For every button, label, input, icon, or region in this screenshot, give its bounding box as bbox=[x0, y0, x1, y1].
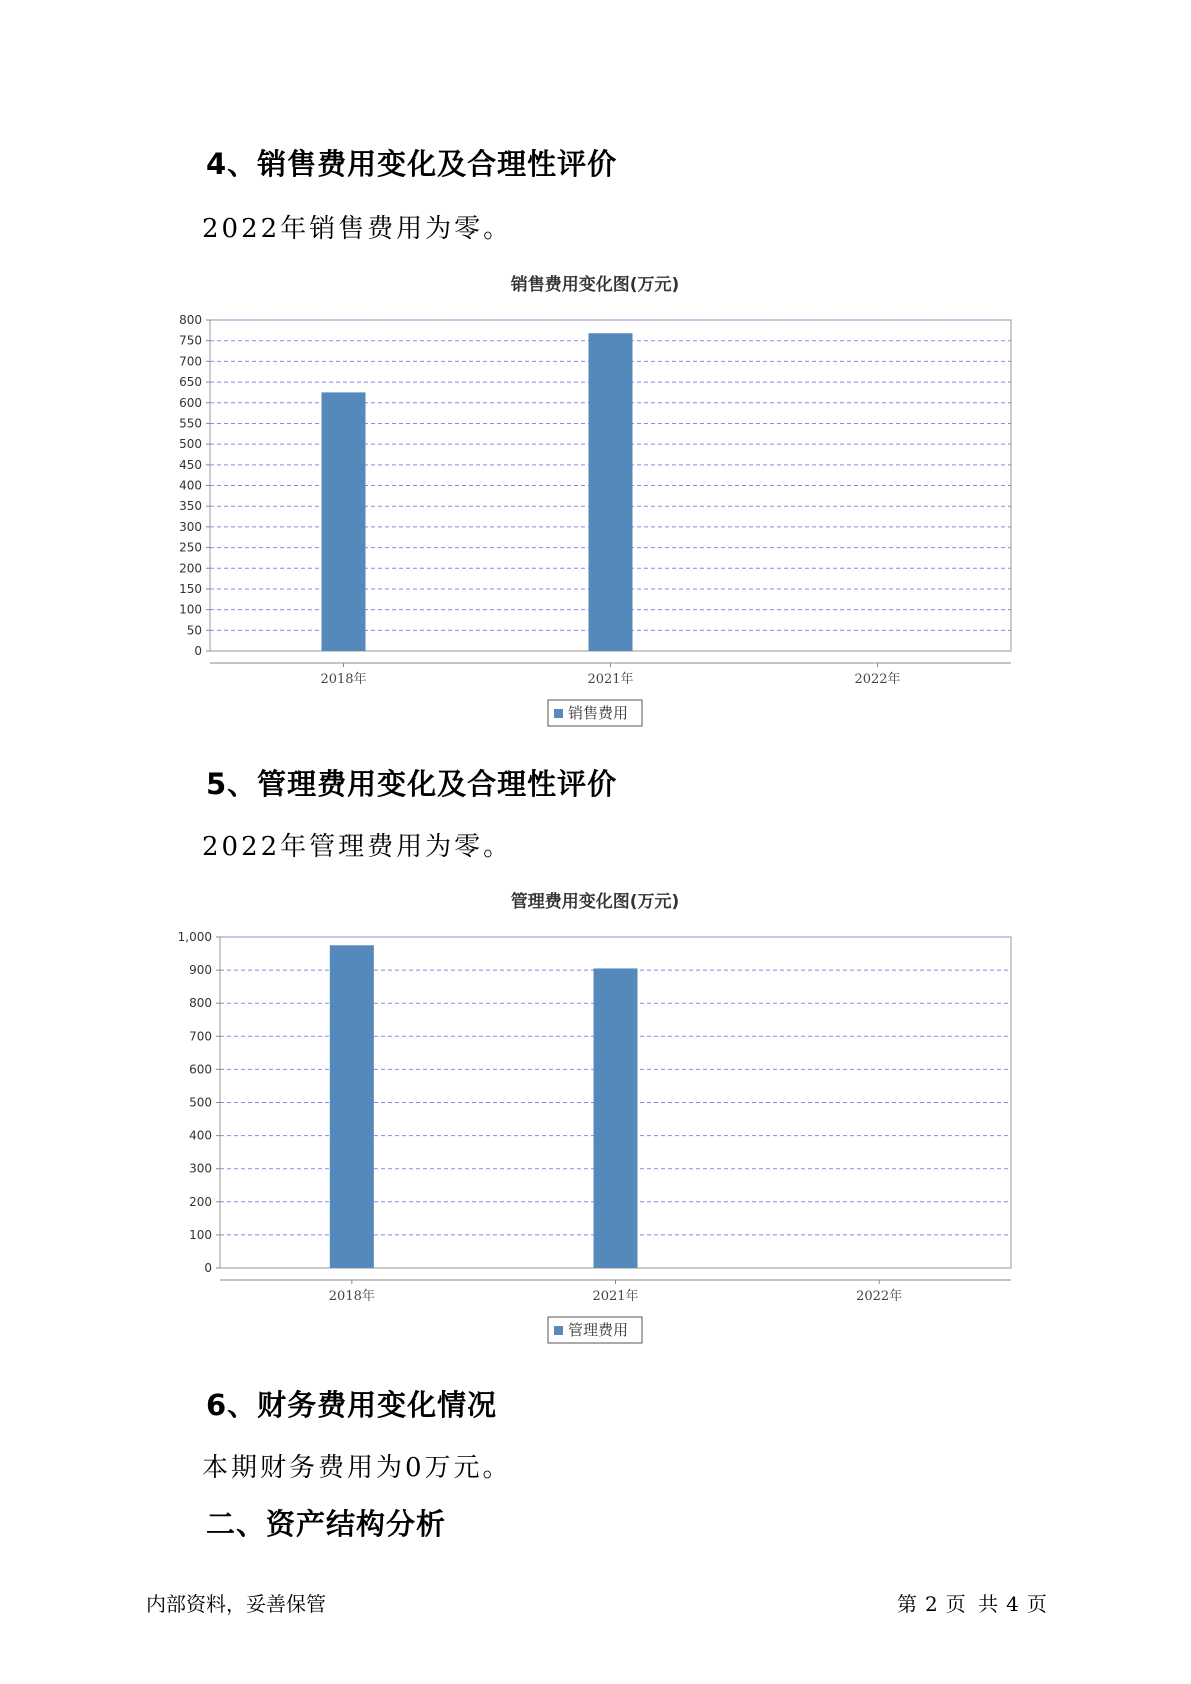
y-tick-label: 250 bbox=[179, 540, 202, 555]
section-heading-asset-structure: 二、资产结构分析 bbox=[206, 1507, 447, 1541]
legend-swatch bbox=[554, 709, 563, 718]
admin-expense-chart bbox=[0, 887, 1191, 1347]
chart-title: 销售费用变化图(万元) bbox=[510, 275, 680, 295]
y-tick-label: 650 bbox=[179, 375, 202, 390]
y-tick-label: 400 bbox=[189, 1128, 212, 1143]
y-tick-label: 300 bbox=[189, 1161, 212, 1176]
page-current: 2 bbox=[925, 1592, 938, 1616]
sales-expense-chart-svg bbox=[0, 270, 1191, 730]
y-tick-label: 550 bbox=[179, 416, 202, 431]
legend-label: 销售费用 bbox=[568, 704, 629, 722]
finance-expense-text: 本期财务费用为0万元。 bbox=[202, 1453, 512, 1483]
chart-title: 管理费用变化图(万元) bbox=[510, 892, 680, 912]
x-tick-label: 2022年 bbox=[854, 672, 901, 687]
bar bbox=[594, 968, 638, 1268]
y-tick-label: 0 bbox=[194, 644, 202, 658]
footer-page-number bbox=[897, 1588, 1055, 1617]
y-tick-label: 600 bbox=[189, 1062, 212, 1077]
y-tick-label: 100 bbox=[189, 1227, 212, 1242]
bar bbox=[589, 333, 633, 651]
page-suffix: 页 bbox=[1026, 1592, 1047, 1616]
y-tick-label: 600 bbox=[179, 395, 202, 410]
x-tick-label: 2021年 bbox=[587, 672, 634, 687]
section-heading-finance-expense: 6、财务费用变化情况 bbox=[206, 1388, 498, 1422]
y-tick-label: 50 bbox=[186, 623, 202, 638]
bar bbox=[330, 945, 374, 1268]
admin-expense-chart-svg bbox=[0, 887, 1191, 1347]
y-tick-label: 700 bbox=[189, 1029, 212, 1044]
bar bbox=[322, 392, 366, 651]
y-tick-label: 100 bbox=[179, 602, 202, 617]
legend-label: 管理费用 bbox=[568, 1321, 629, 1339]
y-tick-label: 700 bbox=[179, 354, 202, 369]
admin-expense-text: 2022年管理费用为零。 bbox=[202, 832, 513, 862]
y-tick-label: 500 bbox=[189, 1095, 212, 1110]
y-tick-label: 200 bbox=[189, 1194, 212, 1209]
x-tick-label: 2021年 bbox=[592, 1289, 639, 1304]
sales-expense-chart bbox=[0, 270, 1191, 730]
y-tick-label: 350 bbox=[179, 499, 202, 514]
section-heading-admin-expense: 5、管理费用变化及合理性评价 bbox=[206, 767, 618, 801]
footer-confidential-note: 内部资料，妥善保管 bbox=[146, 1592, 326, 1616]
y-tick-label: 1,000 bbox=[177, 930, 212, 944]
sales-expense-text: 2022年销售费用为零。 bbox=[202, 214, 513, 244]
y-tick-label: 750 bbox=[179, 333, 202, 348]
y-tick-label: 450 bbox=[179, 457, 202, 472]
y-tick-label: 800 bbox=[189, 996, 212, 1011]
y-tick-label: 500 bbox=[179, 437, 202, 452]
y-tick-label: 0 bbox=[204, 1261, 212, 1275]
page-prefix: 第 bbox=[897, 1592, 917, 1616]
page-mid: 页 共 bbox=[945, 1592, 999, 1616]
y-tick-label: 150 bbox=[179, 581, 202, 596]
y-tick-label: 800 bbox=[179, 313, 202, 327]
y-tick-label: 900 bbox=[189, 963, 212, 978]
legend-swatch bbox=[554, 1326, 563, 1335]
y-tick-label: 400 bbox=[179, 478, 202, 493]
y-tick-label: 300 bbox=[179, 519, 202, 534]
section-heading-sales-expense: 4、销售费用变化及合理性评价 bbox=[206, 147, 618, 181]
page-total: 4 bbox=[1006, 1592, 1019, 1616]
x-tick-label: 2022年 bbox=[856, 1289, 903, 1304]
x-tick-label: 2018年 bbox=[320, 672, 367, 687]
x-tick-label: 2018年 bbox=[328, 1289, 375, 1304]
y-tick-label: 200 bbox=[179, 561, 202, 576]
